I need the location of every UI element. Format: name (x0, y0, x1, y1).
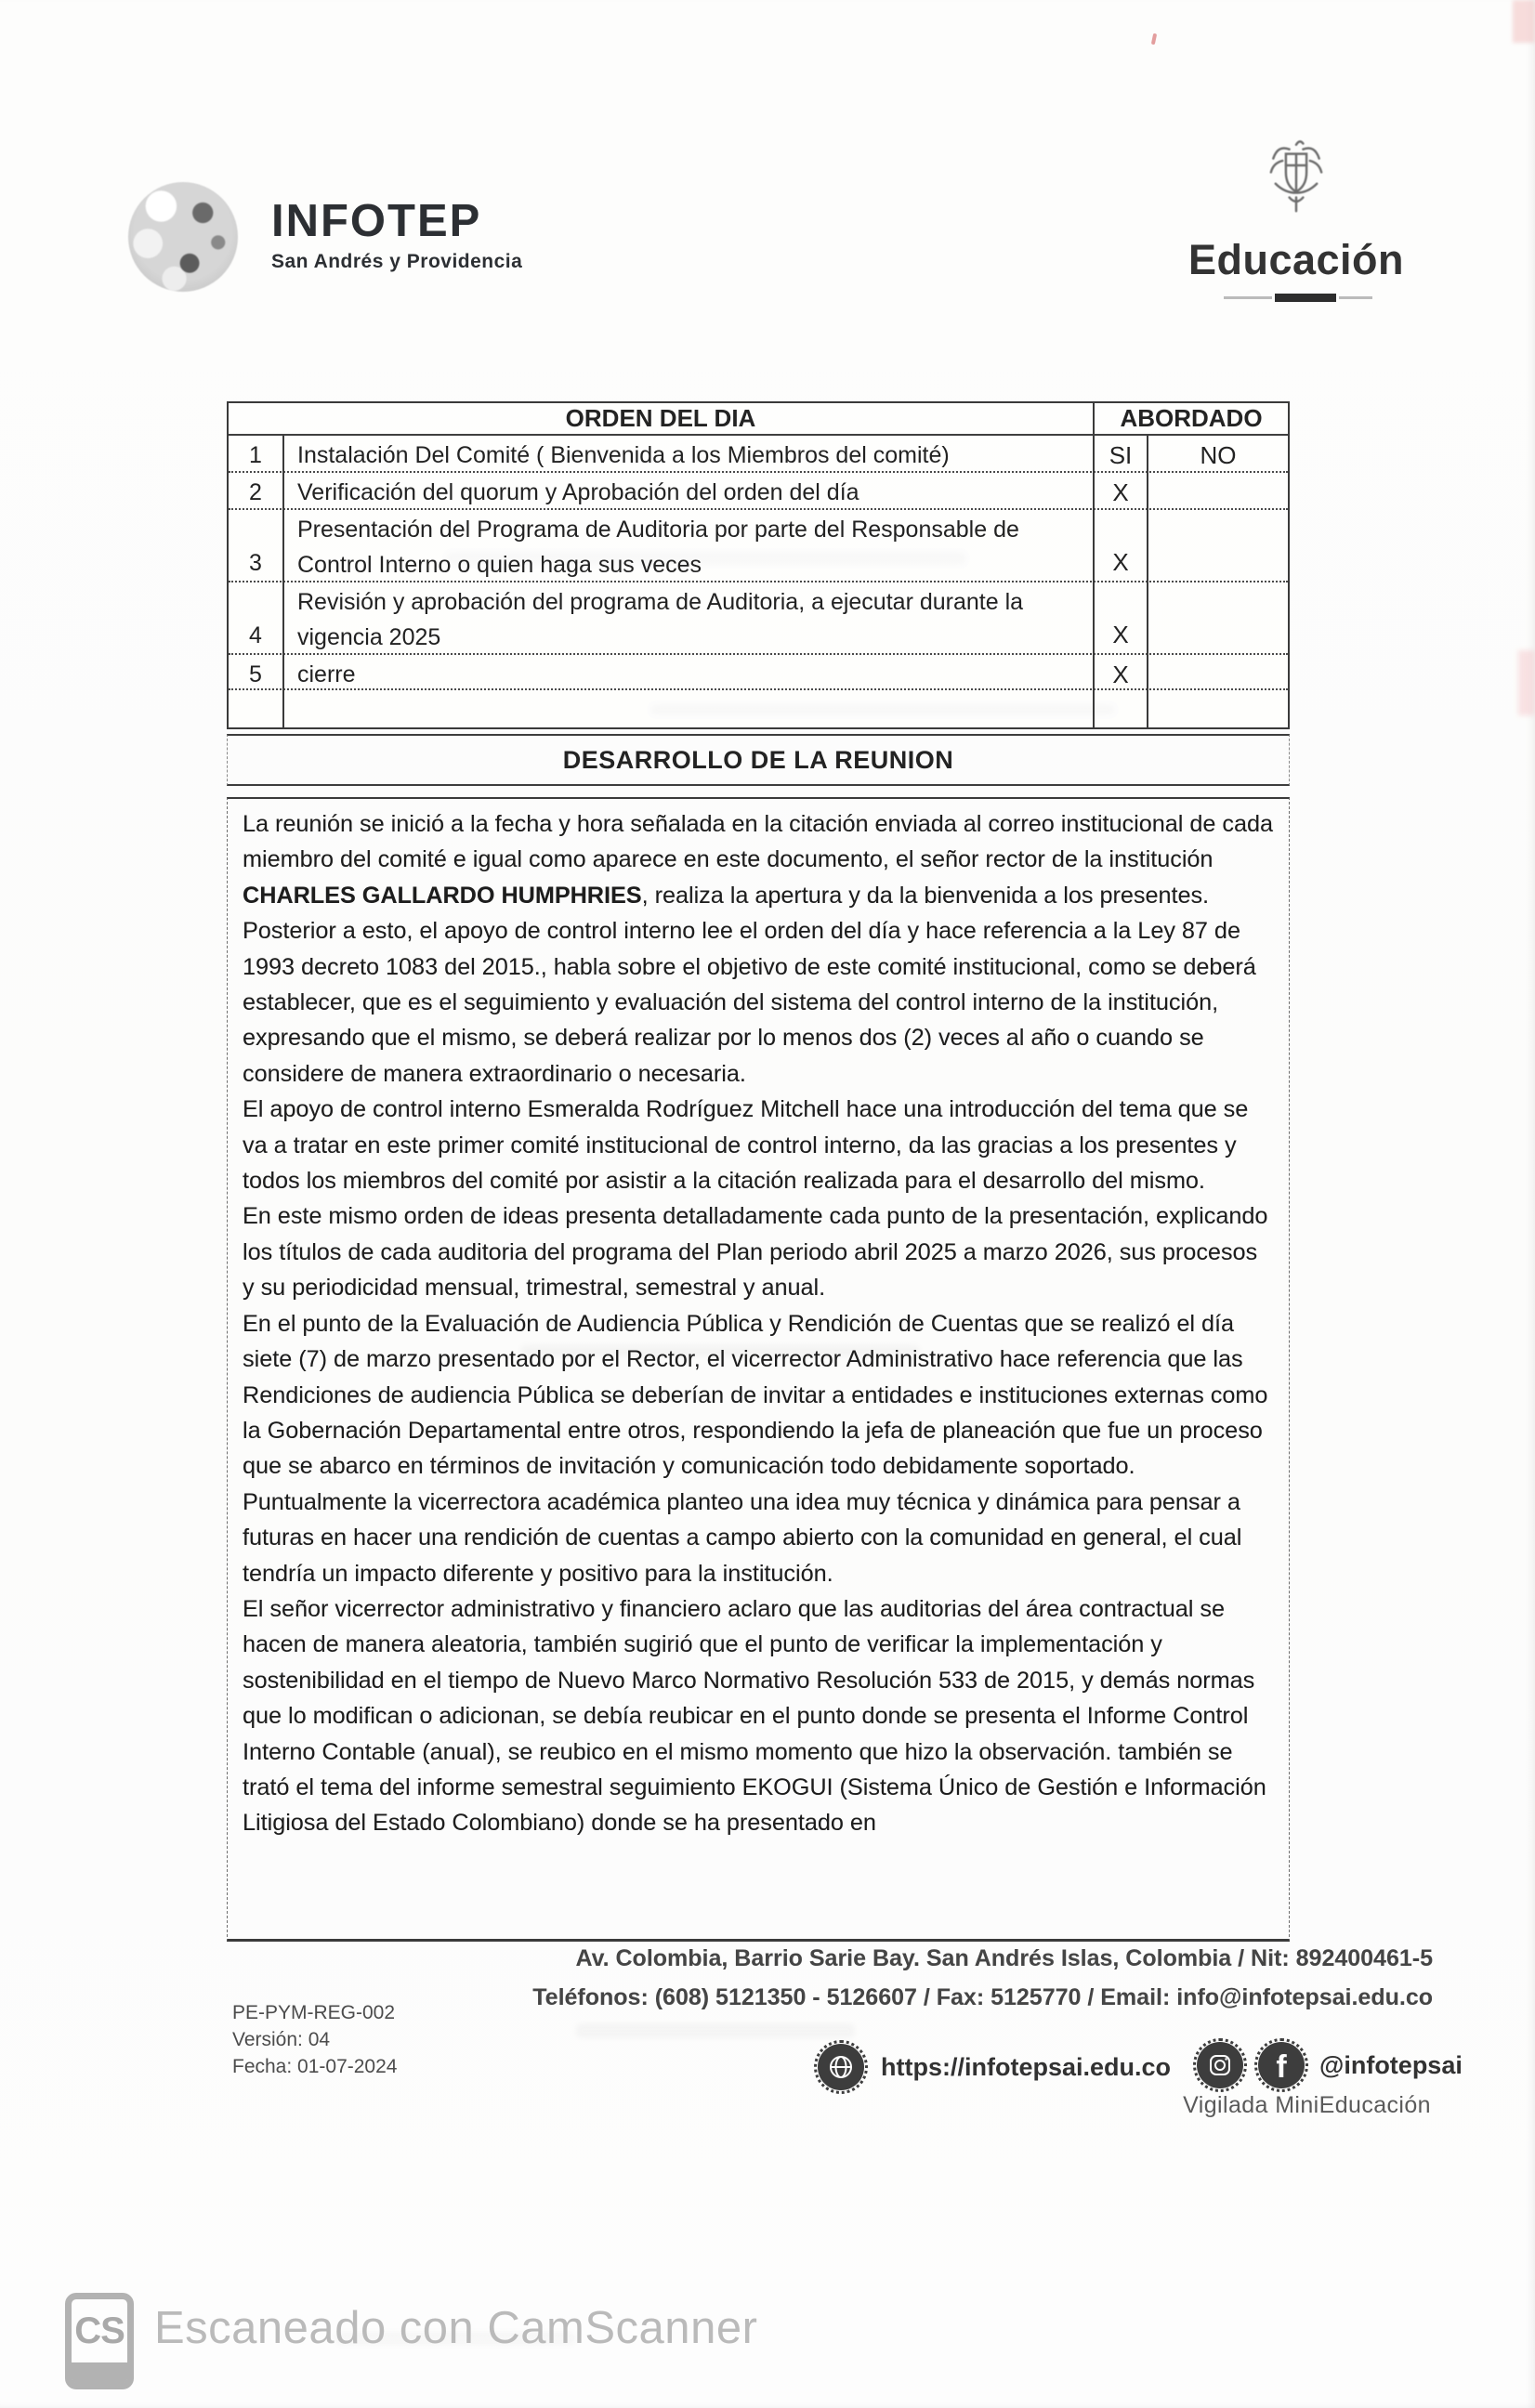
paragraph: En este mismo orden de ideas presenta detalladamente cada punto de la presentación, explicando los títulos de cada auditoria del programa del Plan periodo abril 2025 a marzo 2026, sus procesos y su periodicidad mensual, trimestral, semestral y anual. (243, 1203, 1268, 1302)
scan-artifact-pink-corner (1513, 0, 1535, 43)
gov-label: Educación (1187, 236, 1405, 283)
row-number: 1 (229, 436, 284, 475)
scan-artifact-pink-edge (1518, 650, 1535, 715)
si-cell: X (1095, 655, 1148, 694)
row-description: cierre (284, 655, 1095, 694)
row-number: 2 (229, 473, 284, 512)
table-row (229, 510, 1288, 582)
table-row-empty (229, 690, 1288, 727)
website-url: https://infotepsai.edu.co (881, 2052, 1172, 2081)
infotep-logo-icon (128, 182, 238, 292)
brand-name: INFOTEP (271, 196, 482, 246)
coat-of-arms-icon (1262, 137, 1331, 223)
social-handle: @infotepsai (1319, 2050, 1463, 2079)
no-cell (1148, 655, 1288, 694)
paragraph: En el punto de la Evaluación de Audiencia Pública y Rendición de Cuentas que se realizó el día siete (7) de marzo presentado por el Rector, el vicerrector Administrativo hace referencia que las Rendiciones de audiencia Pública se deberían de invitar a entidades e instituciones externas como la Gobernación Departamental entre otros, respondiendo la jefa de planeación que fue un proceso que se abarco en términos de invitación y comunicación todo debidamente soportado. Puntualmente la vicerrectora académica planteo una idea muy técnica y dinámica para pensar a futuras en hacer una rendición de cuentas a campo abierto con la comunidad en general, el cual tendría un impacto diferente y positivo para la institución. (243, 1310, 1268, 1587)
instagram-icon (1197, 2042, 1243, 2088)
meeting-minutes-text (227, 797, 1290, 1942)
row-description: Presentación del Programa de Auditoria por parte del Responsable de Control Interno o quien haga sus veces (284, 510, 1095, 584)
no-cell (1148, 582, 1288, 657)
brand-tagline: San Andrés y Providencia (271, 251, 523, 272)
si-cell: SI (1095, 436, 1148, 475)
row-description: Verificación del quorum y Aprobación del orden del día (284, 473, 1095, 512)
paragraph: El apoyo de control interno Esmeralda Rodríguez Mitchell hace una introducción del tema que se va a tratar en este primer comité institucional de control interno, da las gracias a los presentes y todos los miembros del comité por asistir a la citación realizada para el desarrollo del mismo. (243, 1096, 1249, 1195)
no-cell (1148, 510, 1288, 584)
agenda-table (227, 401, 1290, 729)
footer-website-row (818, 2040, 1171, 2094)
si-cell: X (1095, 473, 1148, 512)
si-cell: X (1095, 510, 1148, 584)
rector-name: CHARLES GALLARDO HUMPHRIES (243, 882, 642, 909)
paragraph: La reunión se inició a la fecha y hora señalada en la citación enviada al correo institucional de cada miembro del comité e igual como aparece en este documento, el señor rector de la institución CHARLES GALLARDO HUMPHRIES, realiza la apertura y da la bienvenida a los presentes. (243, 811, 1273, 909)
row-number: 3 (229, 510, 284, 584)
table-row (229, 655, 1288, 690)
abordado-header: ABORDADO (1120, 404, 1263, 432)
infotep-wordmark (271, 196, 523, 273)
no-cell: NO (1200, 440, 1237, 469)
gov-underline (1166, 292, 1426, 305)
table-row (229, 473, 1288, 510)
table-row (229, 582, 1288, 655)
vigilada-label: Vigilada MiniEducación (1183, 2092, 1431, 2118)
footer-address: Av. Colombia, Barrio Sarie Bay. San Andrés Islas, Colombia / Nit: 892400461-5 (575, 1945, 1433, 1971)
si-cell: X (1095, 582, 1148, 657)
row-number: 5 (229, 655, 284, 694)
scan-artifact-red-speck (1151, 33, 1157, 46)
paragraph: El señor vicerrector administrativo y financiero aclaro que las auditorias del área contractual se hacen de manera aleatoria, también sugirió que el punto de verificar la implementación y sostenibilidad en el tiempo de Nuevo Marco Normativo Resolución 533 de 2015, y demás normas que lo modifican o adicionan, se debía reubicar en el punto donde se presenta el Informe Control Interno Contable (anual), se reubico en el mismo momento que hizo la observación. también se trató el tema del informe semestral seguimiento EKOGUI (Sistema Único de Gestión e Información Litigiosa del Estado Colombiano) donde se ha presentado en (243, 1595, 1266, 1837)
gov-education-logo (1166, 137, 1426, 305)
footer-social-row (1197, 2038, 1463, 2092)
document-date: Fecha: 01-07-2024 (232, 2056, 398, 2077)
cs-badge-label: CS (74, 2310, 125, 2351)
agenda-table-header (229, 403, 1288, 436)
camscanner-cs-badge-icon (65, 2293, 134, 2389)
scan-bleedthrough (576, 2023, 855, 2038)
document-code: PE-PYM-REG-002 (232, 2002, 396, 2023)
row-number: 4 (229, 582, 284, 657)
document-version: Versión: 04 (232, 2029, 331, 2050)
row-description: Revisión y aprobación del programa de Auditoria, a ejecutar durante la vigencia 2025 (284, 582, 1095, 657)
agenda-title: ORDEN DEL DIA (229, 403, 1095, 434)
document-control-block (232, 1999, 397, 2080)
globe-icon (818, 2044, 864, 2090)
table-row (229, 436, 1288, 473)
footer-contact: Teléfonos: (608) 5121350 - 5126607 / Fax: 5125770 / Email: info@infotepsai.edu.co (532, 1984, 1433, 2010)
section-title-desarrollo: DESARROLLO DE LA REUNION (227, 734, 1290, 786)
paragraph: Posterior a esto, el apoyo de control interno lee el orden del día y hace referencia a la Ley 87 de 1993 decreto 1083 del 2015., habla sobre el objetivo de este comité institucional, como se deberá establecer, que es el seguimiento y evaluación del sistema del control interno de la institución, expresando que el mismo, se deberá realizar por lo menos dos (2) veces al año o cuando se considere de manera extraordinario o necesaria. (243, 918, 1256, 1087)
camscanner-caption: Escaneado con CamScanner (154, 2303, 758, 2353)
row-description: Instalación Del Comité ( Bienvenida a los Miembros del comité) (284, 436, 1095, 475)
facebook-icon: f (1258, 2042, 1305, 2088)
no-cell (1148, 473, 1288, 512)
